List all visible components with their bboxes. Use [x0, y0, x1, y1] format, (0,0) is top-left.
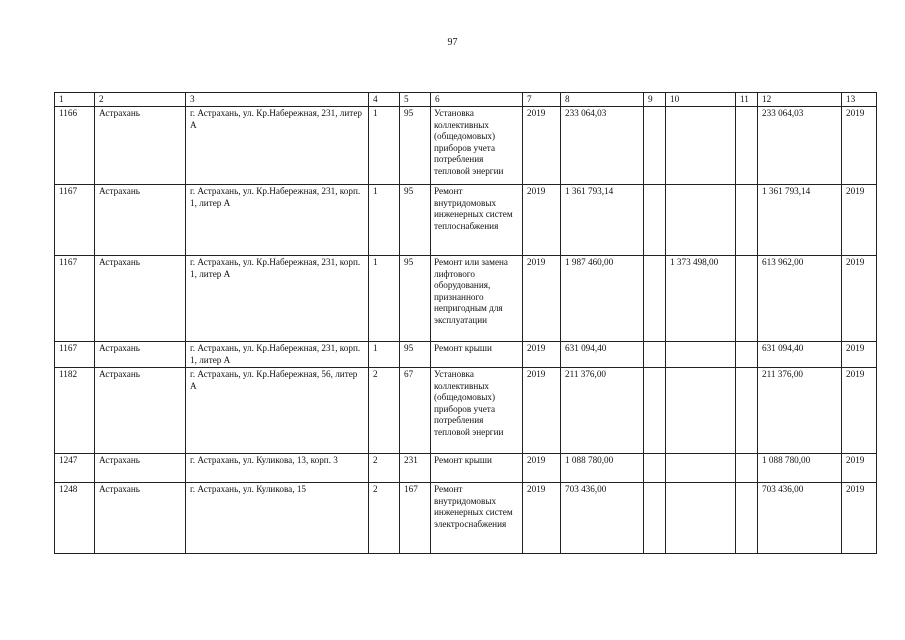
cell-group: 2 [369, 454, 400, 483]
cell-col-11 [736, 342, 758, 368]
header-cell-8: 8 [561, 93, 644, 107]
cell-count: 95 [400, 342, 431, 368]
cell-group: 1 [369, 256, 400, 342]
capital-repair-table [54, 92, 877, 554]
cell-col-11 [736, 185, 758, 256]
header-cell-10: 10 [666, 93, 736, 107]
cell-year: 2019 [523, 368, 561, 454]
header-cell-5: 5 [400, 93, 431, 107]
cell-count: 95 [400, 256, 431, 342]
cell-year: 2019 [523, 342, 561, 368]
cell-col-12: 631 094,40 [758, 342, 842, 368]
cell-completion-year: 2019 [842, 454, 877, 483]
table-row [55, 368, 877, 454]
cell-col-10 [666, 483, 736, 554]
cell-col-9 [644, 342, 666, 368]
cell-col-12: 703 436,00 [758, 483, 842, 554]
table-header-row [55, 93, 877, 107]
cell-col-9 [644, 185, 666, 256]
cell-col-11 [736, 483, 758, 554]
cell-col-10 [666, 107, 736, 185]
cell-total-cost: 631 094,40 [561, 342, 644, 368]
cell-count: 95 [400, 107, 431, 185]
cell-work-type: Ремонт внутридомовых инженерных систем электроснабжения [431, 483, 523, 554]
cell-work-type: Ремонт внутридомовых инженерных систем теплоснабжения [431, 185, 523, 256]
cell-col-10 [666, 454, 736, 483]
table-row [55, 256, 877, 342]
table-row [55, 342, 877, 368]
table-row [55, 185, 877, 256]
cell-address: г. Астрахань, ул. Кр.Набережная, 231, корп. 1, литер А [186, 342, 369, 368]
cell-address: г. Астрахань, ул. Куликова, 15 [186, 483, 369, 554]
cell-address: г. Астрахань, ул. Куликова, 13, корп. 3 [186, 454, 369, 483]
cell-year: 2019 [523, 185, 561, 256]
cell-completion-year: 2019 [842, 256, 877, 342]
cell-year: 2019 [523, 107, 561, 185]
cell-city: Астрахань [95, 483, 186, 554]
cell-record-id: 1247 [55, 454, 95, 483]
cell-work-type: Установка коллективных (общедомовых) приборов учета потребления тепловой энергии [431, 368, 523, 454]
cell-col-11 [736, 454, 758, 483]
cell-completion-year: 2019 [842, 185, 877, 256]
cell-record-id: 1248 [55, 483, 95, 554]
cell-group: 1 [369, 185, 400, 256]
cell-record-id: 1167 [55, 342, 95, 368]
cell-address: г. Астрахань, ул. Кр.Набережная, 231, корп. 1, литер А [186, 185, 369, 256]
cell-col-12: 1 361 793,14 [758, 185, 842, 256]
cell-address: г. Астрахань, ул. Кр.Набережная, 56, литер А [186, 368, 369, 454]
cell-record-id: 1167 [55, 185, 95, 256]
cell-city: Астрахань [95, 454, 186, 483]
cell-city: Астрахань [95, 368, 186, 454]
cell-address: г. Астрахань, ул. Кр.Набережная, 231, литер А [186, 107, 369, 185]
cell-group: 2 [369, 368, 400, 454]
header-cell-9: 9 [644, 93, 666, 107]
header-cell-11: 11 [736, 93, 758, 107]
cell-count: 67 [400, 368, 431, 454]
cell-col-10 [666, 185, 736, 256]
cell-col-9 [644, 483, 666, 554]
cell-col-11 [736, 368, 758, 454]
cell-col-10: 1 373 498,00 [666, 256, 736, 342]
cell-total-cost: 1 987 460,00 [561, 256, 644, 342]
cell-completion-year: 2019 [842, 368, 877, 454]
table-row [55, 454, 877, 483]
cell-count: 231 [400, 454, 431, 483]
header-cell-2: 2 [95, 93, 186, 107]
cell-total-cost: 1 361 793,14 [561, 185, 644, 256]
cell-col-11 [736, 107, 758, 185]
cell-group: 1 [369, 342, 400, 368]
cell-city: Астрахань [95, 256, 186, 342]
cell-city: Астрахань [95, 185, 186, 256]
cell-city: Астрахань [95, 107, 186, 185]
cell-work-type: Ремонт крыши [431, 454, 523, 483]
cell-col-10 [666, 368, 736, 454]
header-cell-1: 1 [55, 93, 95, 107]
cell-address: г. Астрахань, ул. Кр.Набережная, 231, корп. 1, литер А [186, 256, 369, 342]
cell-year: 2019 [523, 454, 561, 483]
cell-year: 2019 [523, 256, 561, 342]
header-cell-13: 13 [842, 93, 877, 107]
cell-work-type: Ремонт крыши [431, 342, 523, 368]
cell-col-9 [644, 454, 666, 483]
cell-col-12: 211 376,00 [758, 368, 842, 454]
cell-col-12: 233 064,03 [758, 107, 842, 185]
cell-col-9 [644, 107, 666, 185]
cell-col-12: 1 088 780,00 [758, 454, 842, 483]
header-cell-12: 12 [758, 93, 842, 107]
cell-col-9 [644, 256, 666, 342]
header-cell-7: 7 [523, 93, 561, 107]
cell-record-id: 1182 [55, 368, 95, 454]
cell-total-cost: 233 064,03 [561, 107, 644, 185]
cell-work-type: Ремонт или замена лифтового оборудования, признанного непригодным для эксплуатации [431, 256, 523, 342]
cell-group: 1 [369, 107, 400, 185]
cell-count: 95 [400, 185, 431, 256]
cell-year: 2019 [523, 483, 561, 554]
cell-work-type: Установка коллективных (общедомовых) приборов учета потребления тепловой энергии [431, 107, 523, 185]
cell-col-12: 613 962,00 [758, 256, 842, 342]
cell-total-cost: 703 436,00 [561, 483, 644, 554]
cell-total-cost: 211 376,00 [561, 368, 644, 454]
header-cell-6: 6 [431, 93, 523, 107]
cell-total-cost: 1 088 780,00 [561, 454, 644, 483]
cell-group: 2 [369, 483, 400, 554]
table-row [55, 483, 877, 554]
cell-col-9 [644, 368, 666, 454]
cell-city: Астрахань [95, 342, 186, 368]
cell-completion-year: 2019 [842, 483, 877, 554]
cell-completion-year: 2019 [842, 342, 877, 368]
cell-col-11 [736, 256, 758, 342]
cell-col-10 [666, 342, 736, 368]
cell-record-id: 1166 [55, 107, 95, 185]
cell-completion-year: 2019 [842, 107, 877, 185]
page-number: 97 [447, 37, 458, 48]
table-row [55, 107, 877, 185]
header-cell-3: 3 [186, 93, 369, 107]
cell-count: 167 [400, 483, 431, 554]
header-cell-4: 4 [369, 93, 400, 107]
cell-record-id: 1167 [55, 256, 95, 342]
